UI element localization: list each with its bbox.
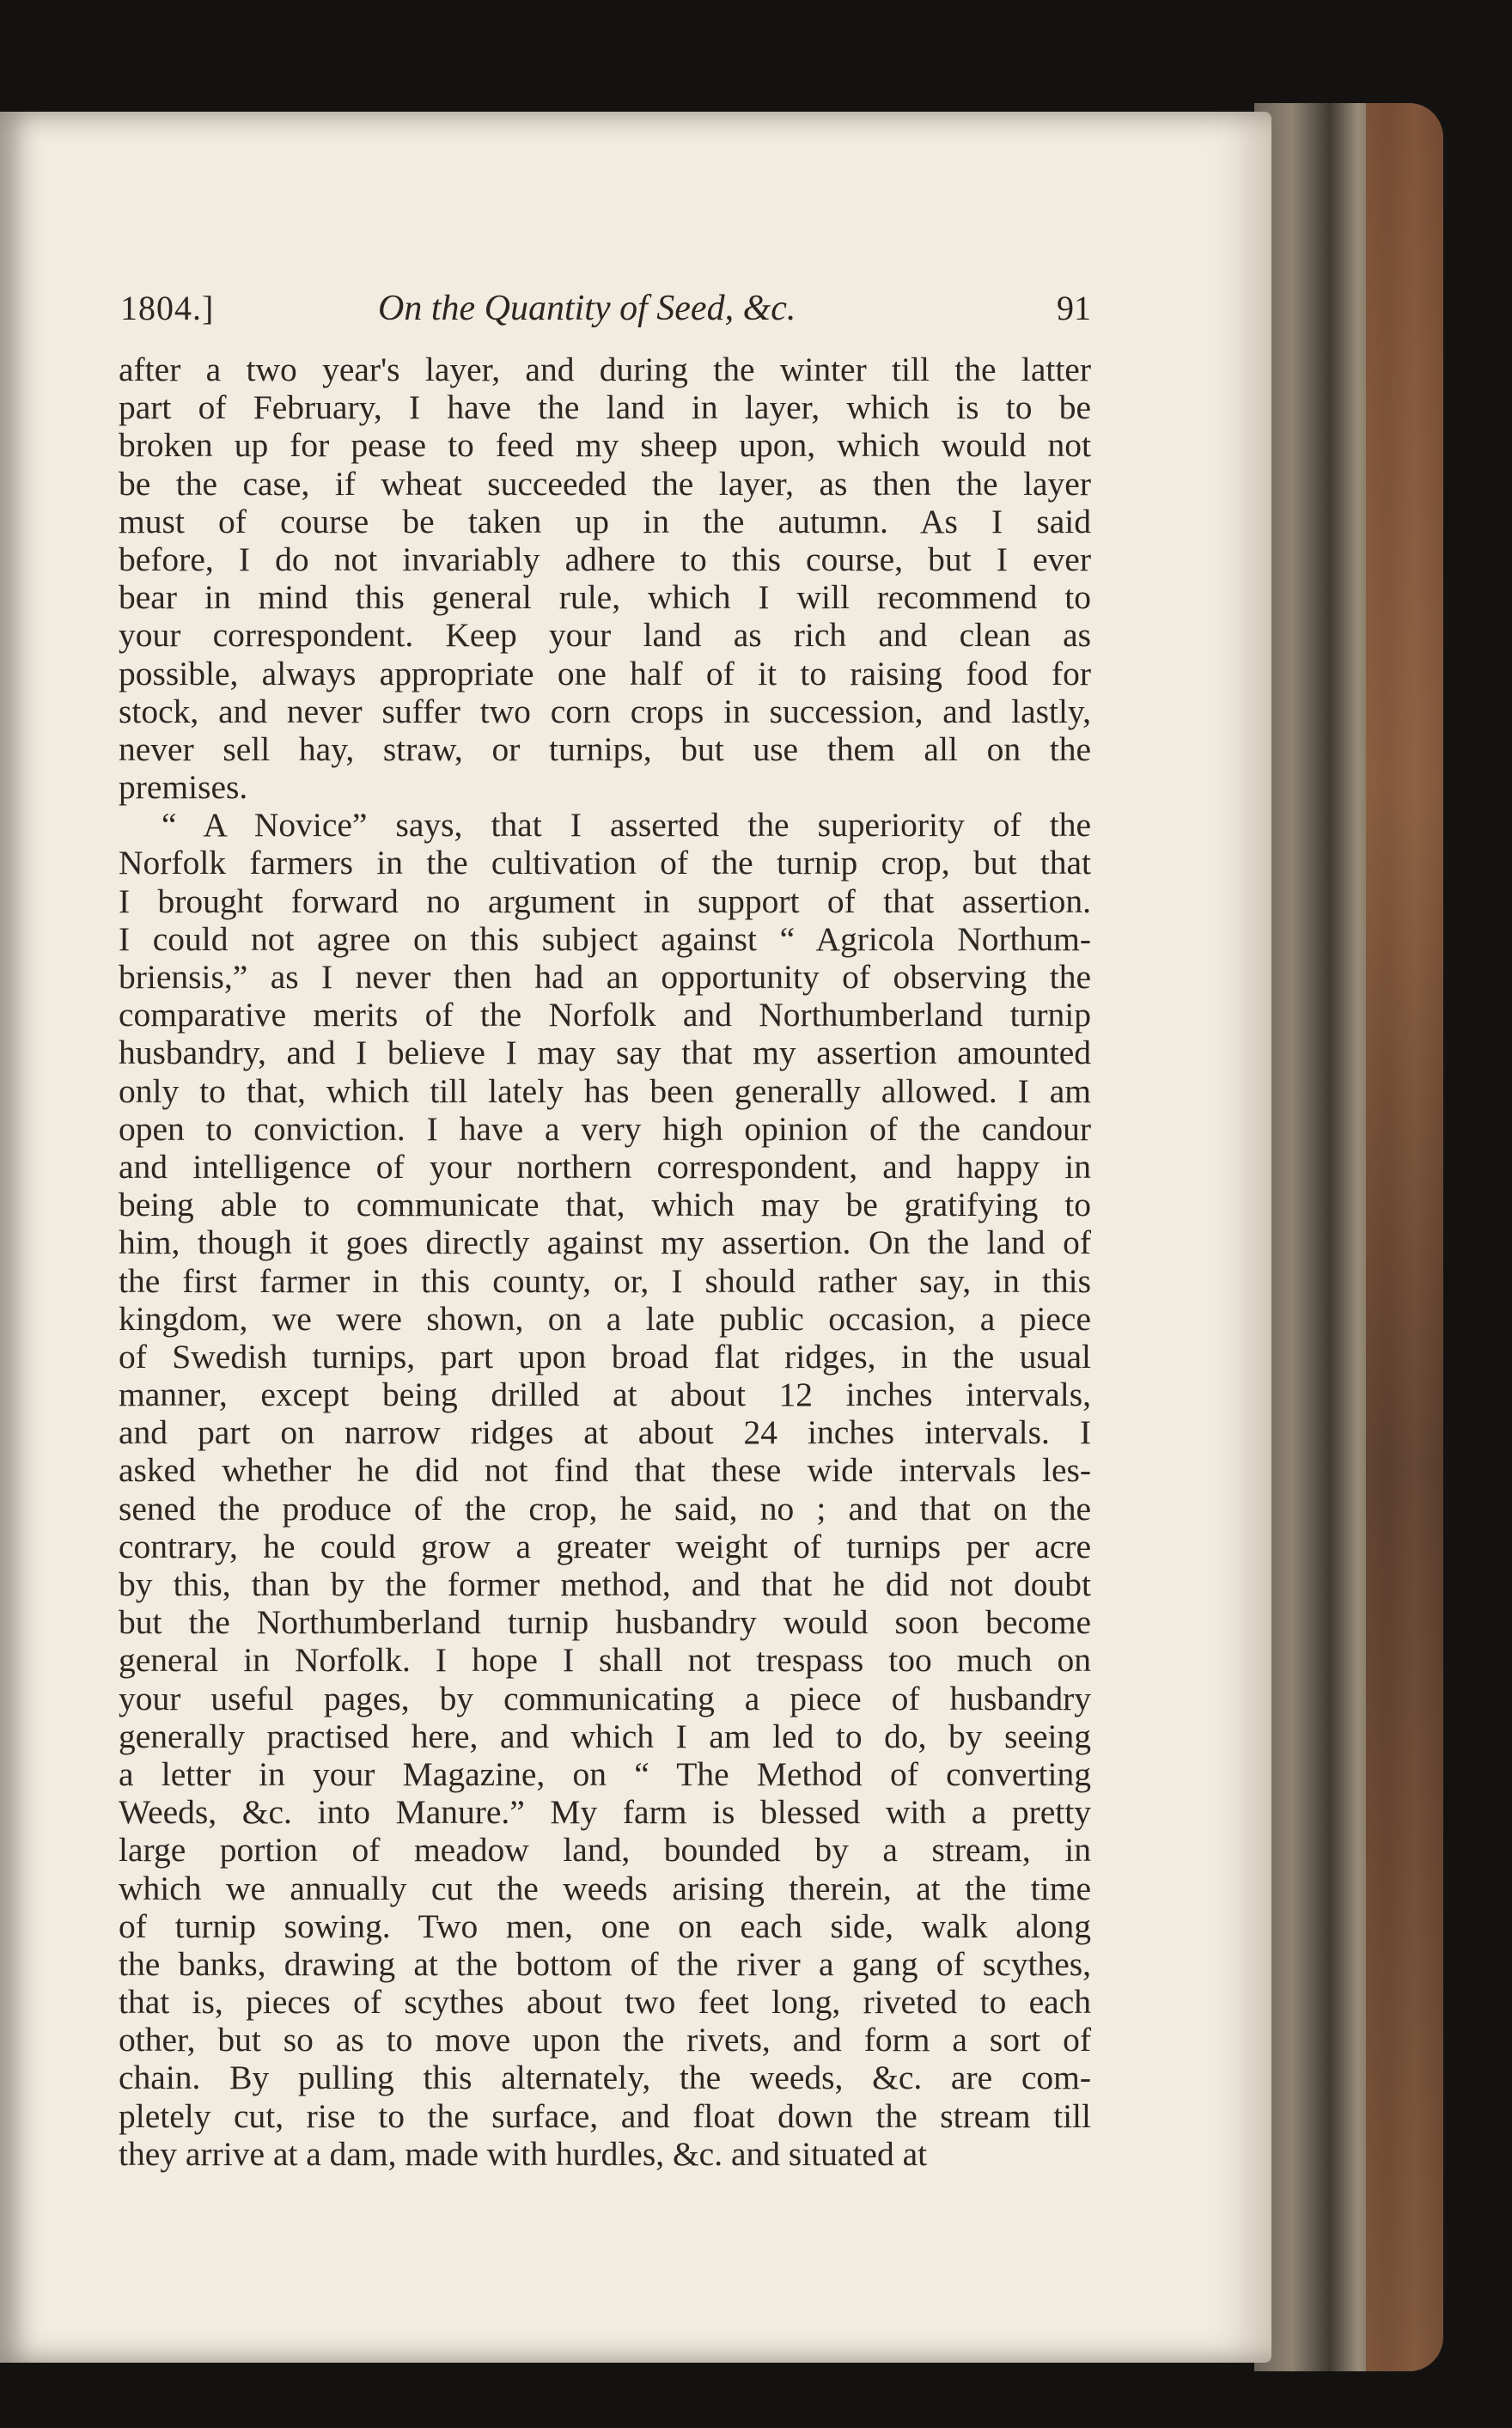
text-line: must of course be taken up in the autumn. As I said [119,502,1091,540]
text-line: your useful pages, by communicating a piece of husbandry [119,1679,1091,1717]
text-line: other, but so as to move upon the rivets, and form a sort of [119,2021,1091,2059]
text-line: the first farmer in this county, or, I should rather say, in this [119,1261,1091,1300]
text-line: that is, pieces of scythes about two feet long, riveted to each [119,1983,1091,2022]
text-line: broken up for pease to feed my sheep upon, which would not [119,426,1091,465]
book-fore-edge [1254,103,1443,2371]
text-line: be the case, if wheat succeeded the layer, as then the layer [119,464,1091,503]
text-line: comparative merits of the Norfolk and Northumberland turnip [119,996,1091,1034]
text-line: pletely cut, rise to the surface, and float down the stream till [119,2096,1091,2135]
text-line: Norfolk farmers in the cultivation of the turnip crop, but that [119,844,1091,882]
text-line: sened the produce of the crop, he said, no ; and that on the [119,1489,1091,1528]
text-line: open to conviction. I have a very high opinion of the candour [119,1109,1091,1148]
text-line: being able to communicate that, which may be gratifying to [119,1186,1091,1224]
running-head-year: 1804.] [120,289,215,327]
text-line: husbandry, and I believe I may say that my assertion amounted [119,1034,1091,1072]
text-line: large portion of meadow land, bounded by a stream, in [119,1831,1091,1870]
text-line: by this, than by the former method, and that he did not doubt [119,1565,1091,1603]
text-line: briensis,” as I never then had an opportunity of observing the [119,958,1091,996]
text-line: bear in mind this general rule, which I will recommend to [119,578,1091,617]
page-number: 91 [1057,289,1091,327]
text-line: him, though it goes directly against my assertion. On the land of [119,1223,1091,1262]
text-line: general in Norfolk. I hope I shall not trespass too much on [119,1641,1091,1680]
text-line: of Swedish turnips, part upon broad flat ridges, in the usual [119,1337,1091,1376]
text-line: I brought forward no argument in support of that assertion. [119,882,1091,920]
text-line: stock, and never suffer two corn crops in succession, and lastly, [119,692,1091,730]
running-head-title: On the Quantity of Seed, &c. [378,289,796,328]
text-line: only to that, which till lately has been generally allowed. I am [119,1071,1091,1110]
text-line: generally practised here, and which I am led to do, by seeing [119,1717,1091,1755]
running-head [120,288,1091,339]
text-line: manner, except being drilled at about 12 inches intervals, [119,1376,1091,1414]
text-line: kingdom, we were shown, on a late public occasion, a piece [119,1299,1091,1338]
text-line: before, I do not invariably adhere to this course, but I ever [119,540,1091,578]
text-line: asked whether he did not find that these wide intervals les- [119,1451,1091,1490]
text-line: your correspondent. Keep your land as rich and clean as [119,616,1091,655]
text-line: and intelligence of your northern correspondent, and happy in [119,1147,1091,1186]
text-line: I could not agree on this subject against “ Agricola Northum- [119,919,1091,958]
text-line: which we annually cut the weeds arising therein, at the time [119,1869,1091,1907]
text-line: Weeds, &c. into Manure.” My farm is blessed with a pretty [119,1793,1091,1832]
text-line: part of February, I have the land in layer, which is to be [119,388,1091,427]
text-line: premises. [119,768,248,807]
text-line: never sell hay, straw, or turnips, but use them all on the [119,729,1091,768]
text-line: the banks, drawing at the bottom of the river a gang of scythes, [119,1944,1091,1983]
text-line: a letter in your Magazine, on “ The Method of converting [119,1754,1091,1793]
text-line: and part on narrow ridges at about 24 inches intervals. I [119,1413,1091,1452]
text-line: they arrive at a dam, made with hurdles, &c. and situated at [119,2134,928,2173]
text-line: of turnip sowing. Two men, one on each side, walk along [119,1906,1091,1945]
text-line: after a two year's layer, and during the winter till the latter [119,351,1091,388]
text-line: contrary, he could grow a greater weight of turnips per acre [119,1527,1091,1565]
text-line: “ A Novice” says, that I asserted the superiority of the [162,806,1091,845]
text-line: but the Northumberland turnip husbandry would soon become [119,1603,1091,1642]
text-line: chain. By pulling this alternately, the weeds, &c. are com- [119,2059,1091,2097]
text-line: possible, always appropriate one half of it to raising food for [119,654,1091,692]
body-text [119,351,1091,2173]
